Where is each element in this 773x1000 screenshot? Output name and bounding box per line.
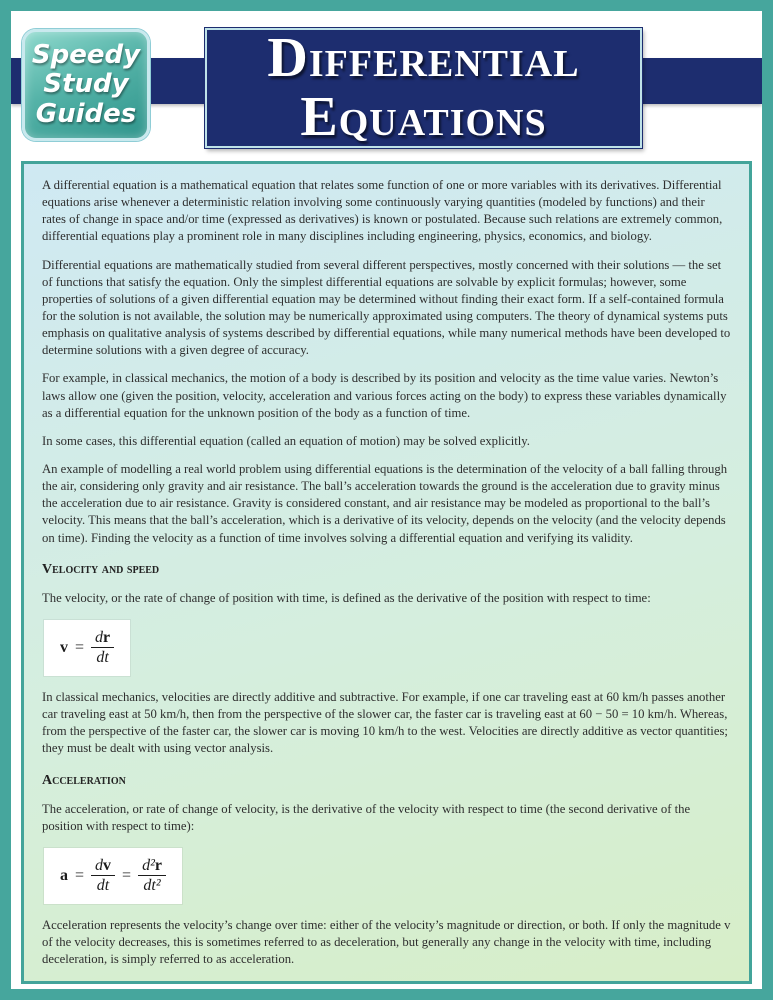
section-heading-velocity: Velocity and speed xyxy=(42,561,160,577)
acceleration-paragraph-2: Acceleration represents the velocity’s change over time: either of the velocity’s magnitude or direction, or both. If only the magnitude v of the velocity decreases, this is sometimes referred to as deceleration, but generally any change in the velocity with time, including deceleration, is simply referred to as acceleration. xyxy=(42,918,731,967)
formula-r: r xyxy=(154,856,162,874)
intro-paragraph-4: In some cases, this differential equation (called an equation of motion) may be solved explicitly. xyxy=(42,433,530,448)
formula-velocity-denominator: dt xyxy=(96,649,109,667)
intro-paragraph-5: An example of modelling a real world problem using differential equations is the determination of the velocity of a ball falling through the air, considering only gravity and air resistance. The ball’s acceleration towards the ground is the acceleration due to gravity minus the acceleration due to air resistance. Gravity is considered constant, and air resistance may be modeled as proportional to the ball’s velocity. This means that the ball’s acceleration, which is a derivative of its velocity, depends on the velocity (and the velocity depends on time). Finding the velocity as a function of time involves solving a differential equation and verifying its validity. xyxy=(42,461,728,545)
velocity-paragraph: The velocity, or the rate of change of position with time, is defined as the derivative of the position with respect to time: xyxy=(42,590,651,605)
logo-text-line3: Guides xyxy=(35,98,137,129)
intro-paragraph-1: A differential equation is a mathematical equation that relates some function of one or more variables with its derivatives. Differential equations arise whenever a deterministic relation involving some continuously varying quantities (modeled by functions) and their rates of change in space and/or time (expressed as derivatives) is known or postulated. Because such relations are extremely common, differential equations play a prominent role in many disciplines including engineering, physics, economics, and biology. xyxy=(42,178,723,244)
page-title-line2: EQUATIONS xyxy=(300,86,547,148)
formula-acceleration-var: a xyxy=(60,866,68,884)
acceleration-formula xyxy=(44,848,182,904)
formula-v: v xyxy=(103,856,112,874)
formula-d: d xyxy=(95,856,104,874)
formula-d-squared: d² xyxy=(142,856,155,874)
formula-velocity-fraction xyxy=(91,629,114,667)
formula-acceleration-numerator1 xyxy=(91,857,115,877)
formula-velocity-numerator xyxy=(91,629,114,649)
formula-acceleration-numerator2 xyxy=(138,857,166,877)
formula-velocity-var: v xyxy=(60,638,68,656)
logo-text-line2: Study xyxy=(43,69,129,100)
intro-paragraph-2: Differential equations are mathematically studied from several different perspectives, mostly concerned with their solutions — the set of functions that satisfy the equation. Only the simplest differential equations are solvable by explicit formulas; however, some properties of solutions of a given differential equation may be determined without finding their exact form. If a self-contained formula for the solution is not available, the solution may be numerically approximated using computers. The theory of dynamical systems puts emphasis on qualitative analysis of systems described by differential equations, while many numerical methods have been developed to determine solutions with a given degree of accuracy. xyxy=(42,257,731,358)
content-panel xyxy=(21,161,752,984)
velocity-paragraph-2: In classical mechanics, velocities are directly additive and subtractive. For example, if one car traveling east at 60 km/h passes another car traveling east at 50 km/h, then from the perspective of the slower car, the faster car is traveling east at 60 − 50 = 10 km/h. Whereas, from the perspective of the faster car, the slower car is moving 10 km/h to the west. Velocities are directly additive as vector quantities; they must be dealt with using vector analysis. xyxy=(42,690,728,756)
formula-velocity-equals: = xyxy=(75,638,85,656)
velocity-formula xyxy=(44,620,130,676)
formula-acceleration-equals1: = xyxy=(75,866,85,884)
section-heading-acceleration: Acceleration xyxy=(42,772,126,788)
formula-r: r xyxy=(103,628,111,646)
formula-acceleration-denominator1: dt xyxy=(96,877,110,895)
title-banner xyxy=(205,28,642,148)
formula-acceleration-fraction2 xyxy=(138,857,166,895)
header xyxy=(11,11,762,161)
brand-logo xyxy=(22,29,150,141)
formula-acceleration-equals2: = xyxy=(122,866,132,884)
formula-d: d xyxy=(95,628,104,646)
formula-acceleration-fraction1 xyxy=(91,857,115,895)
formula-acceleration-denominator2: dt² xyxy=(143,877,161,895)
logo-text-line1: Speedy xyxy=(31,40,141,71)
intro-paragraph-3: For example, in classical mechanics, the motion of a body is described by its position and velocity as the time value varies. Newton’s laws allow one (given the position, velocity, acceleration and various forces acting on the body) to express these variables dynamically as a differential equation for the unknown position of the body as a function of time. xyxy=(42,371,727,420)
page-title-line1: DIFFERENTIAL xyxy=(267,27,580,90)
acceleration-paragraph: The acceleration, or rate of change of velocity, is the derivative of the velocity with respect to time (the second derivative of the position with respect to time): xyxy=(42,801,691,833)
